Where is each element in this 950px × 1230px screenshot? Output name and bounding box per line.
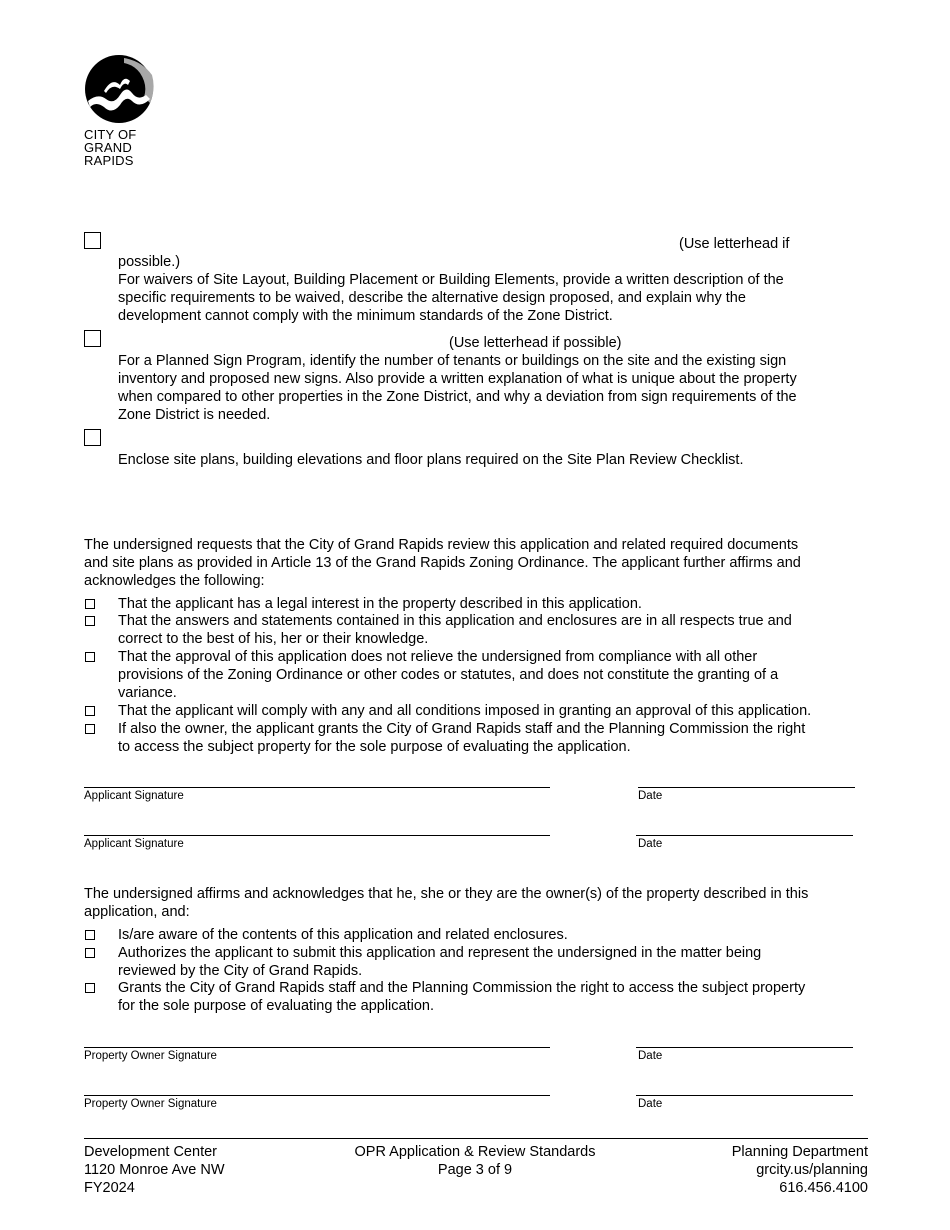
site-plans-text: Enclose site plans, building elevations and floor plans required on the Site Plan Review Checklist. (118, 452, 744, 468)
text-line: Authorizes the applicant to submit this application and represent the undersigned in the matter being (118, 945, 762, 961)
footer-department: Planning Department (731, 1144, 868, 1160)
text-line: The undersigned affirms and acknowledges that he, she or they are the owner(s) of the property described in this (84, 886, 809, 902)
text-line: acknowledges the following: (84, 573, 265, 589)
owner-signature-label: Property Owner Signature (84, 1050, 217, 1062)
applicant-signature-label: Applicant Signature (84, 790, 184, 802)
applicant-affirmation (118, 612, 878, 648)
owner-signature-label: Property Owner Signature (84, 1098, 217, 1110)
text-line: That the applicant will comply with any and all conditions imposed in granting an approval of this application. (118, 703, 812, 719)
applicant-date-label: Date (638, 790, 663, 802)
text-line: possible.) (118, 254, 181, 270)
applicant-date-label: Date (638, 838, 663, 850)
footer-address: 1120 Monroe Ave NW (84, 1162, 225, 1178)
text-line: That the applicant has a legal interest in the property described in this application. (118, 596, 642, 612)
text-line: for the sole purpose of evaluating the application. (118, 998, 434, 1014)
applicant-affirmation-checkbox[interactable] (85, 706, 95, 716)
footer-fiscal-year: FY2024 (84, 1180, 135, 1196)
sign-program-checkbox[interactable] (84, 330, 101, 347)
city-logo (84, 55, 156, 170)
applicant-affirmation-checkbox[interactable] (85, 599, 95, 609)
logo-text-line: GRAND (84, 140, 132, 155)
logo-text-line: CITY OF (84, 127, 137, 142)
applicant-affirmation (118, 720, 878, 756)
applicant-affirmation-checkbox[interactable] (85, 616, 95, 626)
applicant-affirmation-checkbox[interactable] (85, 652, 95, 662)
footer-center (325, 1143, 625, 1179)
text-line: and site plans as provided in Article 13 of the Grand Rapids Zoning Ordinance. The applicant further affirms and (84, 555, 801, 571)
footer-office: Development Center (84, 1144, 217, 1160)
waiver-checkbox[interactable] (84, 232, 101, 249)
logo-text-line: RAPIDS (84, 153, 134, 168)
footer-page-number: Page 3 of 9 (437, 1162, 513, 1178)
text-line: provisions of the Zoning Ordinance or other codes or statutes, and does not constitute the granting of a (118, 667, 779, 683)
text-line: For waivers of Site Layout, Building Placement or Building Elements, provide a written description of the (118, 272, 784, 288)
applicant-signature-field[interactable] (84, 835, 550, 836)
text-line: inventory and proposed new signs. Also provide a written explanation of what is unique about the property (118, 371, 797, 387)
owner-signature-field[interactable] (84, 1095, 550, 1096)
applicant-signature-label: Applicant Signature (84, 838, 184, 850)
sign-program-text (118, 352, 878, 424)
text-line: to access the subject property for the sole purpose of evaluating the application. (118, 739, 631, 755)
owner-affirmation (118, 926, 878, 944)
footer-left (84, 1143, 344, 1197)
applicant-affirmation (118, 595, 878, 613)
owner-affirmation-checkbox[interactable] (85, 930, 95, 940)
text-line: development cannot comply with the minimum standards of the Zone District. (118, 308, 613, 324)
owner-affirmation-checkbox[interactable] (85, 948, 95, 958)
text-line: Is/are aware of the contents of this application and related enclosures. (118, 927, 568, 943)
footer-phone: 616.456.4100 (779, 1180, 868, 1196)
applicant-date-field[interactable] (638, 787, 855, 788)
owner-affirmation-checkbox[interactable] (85, 983, 95, 993)
text-line: variance. (118, 685, 177, 701)
owner-affirmation (118, 979, 878, 1015)
owner-intro (84, 885, 874, 921)
footer-website: grcity.us/planning (756, 1162, 868, 1178)
footer-right (608, 1143, 868, 1197)
applicant-intro (84, 536, 874, 590)
applicant-affirmation (118, 648, 878, 702)
applicant-affirmation (118, 702, 888, 720)
text-line: If also the owner, the applicant grants the City of Grand Rapids staff and the Planning Commission the right (118, 721, 806, 737)
text-line: correct to the best of his, her or their knowledge. (118, 631, 429, 647)
text-line: Zone District is needed. (118, 407, 271, 423)
footer-document-title: OPR Application & Review Standards (354, 1144, 596, 1160)
sign-program-heading-note: (Use letterhead if possible) (449, 335, 622, 351)
owner-date-field[interactable] (636, 1047, 853, 1048)
applicant-date-field[interactable] (636, 835, 853, 836)
city-logo-mark (84, 55, 156, 125)
text-line: Grants the City of Grand Rapids staff and the Planning Commission the right to access the subject property (118, 980, 806, 996)
owner-date-field[interactable] (636, 1095, 853, 1096)
text-line: That the answers and statements contained in this application and enclosures are in all respects true and (118, 613, 792, 629)
applicant-affirmation-checkbox[interactable] (85, 724, 95, 734)
waiver-text (118, 253, 878, 325)
waiver-heading-note: (Use letterhead if (679, 236, 790, 252)
site-plans-checkbox[interactable] (84, 429, 101, 446)
text-line: For a Planned Sign Program, identify the number of tenants or buildings on the site and the existing sign (118, 353, 787, 369)
owner-date-label: Date (638, 1098, 663, 1110)
text-line: That the approval of this application does not relieve the undersigned from compliance with all other (118, 649, 758, 665)
text-line: specific requirements to be waived, describe the alternative design proposed, and explain why the (118, 290, 746, 306)
text-line: The undersigned requests that the City of Grand Rapids review this application and related required documents (84, 537, 799, 553)
footer-rule (84, 1138, 868, 1139)
applicant-signature-field[interactable] (84, 787, 550, 788)
owner-affirmation (118, 944, 878, 980)
text-line: when compared to other properties in the Zone District, and why a deviation from sign requirements of the (118, 389, 797, 405)
text-line: application, and: (84, 904, 190, 920)
owner-date-label: Date (638, 1050, 663, 1062)
owner-signature-field[interactable] (84, 1047, 550, 1048)
text-line: reviewed by the City of Grand Rapids. (118, 963, 363, 979)
